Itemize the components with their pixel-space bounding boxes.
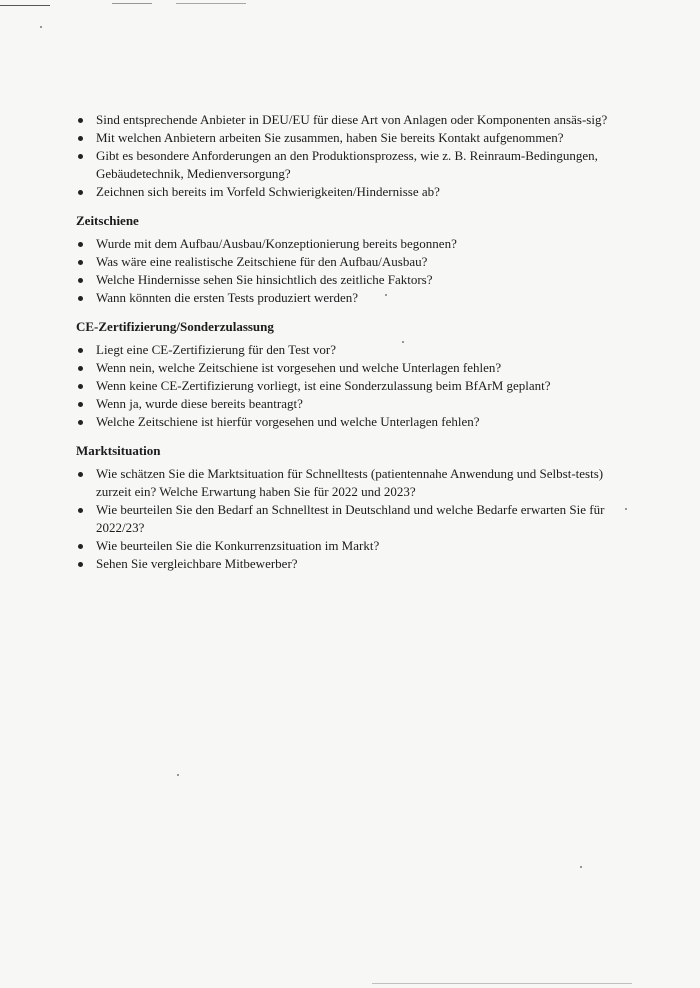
list-item-text: Welche Hindernisse sehen Sie hinsichtlich des zeitliche Faktors? [96, 272, 433, 287]
list-item-text: Wenn keine CE-Zertifizierung vorliegt, ist eine Sonderzulassung beim BfArM geplant? [96, 378, 551, 393]
scan-speck [40, 26, 42, 28]
section-heading-ce: CE-Zertifizierung/Sonderzulassung [76, 319, 274, 334]
list-item-text: Wie schätzen Sie die Marktsituation für Schnelltests (patientennahe Anwendung und Selbst-tests) zurzeit ein? Welche Erwartung haben Sie für 2022 und 2023? [96, 466, 604, 499]
list-item [76, 537, 616, 555]
scan-speck [580, 866, 582, 868]
bullet-icon [78, 118, 83, 123]
scan-speck [625, 508, 627, 510]
scan-mark [0, 5, 50, 6]
bullet-icon [78, 420, 83, 425]
bullet-icon [78, 154, 83, 159]
list-item [76, 271, 616, 289]
bullet-icon [78, 190, 83, 195]
bullet-icon [78, 384, 83, 389]
bullet-icon [78, 508, 83, 513]
list-item-text: Gibt es besondere Anforderungen an den Produktionsprozess, wie z. B. Reinraum-Bedingungen, Gebäudetechnik, Medienversorgung? [96, 148, 598, 181]
scan-mark [176, 3, 246, 4]
list-item-text: Wie beurteilen Sie den Bedarf an Schnelltest in Deutschland und welche Bedarfe erwarten Sie für 2022/23? [96, 502, 605, 535]
markt-list [76, 465, 616, 573]
bullet-icon [78, 242, 83, 247]
list-item-text: Wenn nein, welche Zeitschiene ist vorgesehen und welche Unterlagen fehlen? [96, 360, 502, 375]
bullet-icon [78, 472, 83, 477]
bullet-icon [78, 562, 83, 567]
list-item [76, 147, 616, 183]
list-item [76, 341, 616, 359]
list-item [76, 413, 616, 431]
bullet-icon [78, 544, 83, 549]
ce-list [76, 341, 616, 431]
list-item [76, 289, 616, 307]
scan-mark [372, 983, 632, 984]
section-heading-zeitschiene: Zeitschiene [76, 213, 139, 228]
list-item [76, 555, 616, 573]
section-heading-markt: Marktsituation [76, 443, 161, 458]
list-item-text: Liegt eine CE-Zertifizierung für den Test vor? [96, 342, 336, 357]
list-item-text: Sehen Sie vergleichbare Mitbewerber? [96, 556, 298, 571]
list-item-text: Zeichnen sich bereits im Vorfeld Schwierigkeiten/Hindernisse ab? [96, 184, 440, 199]
bullet-icon [78, 402, 83, 407]
bullet-icon [78, 366, 83, 371]
list-item [76, 359, 616, 377]
list-item-text: Wann könnten die ersten Tests produziert werden? [96, 290, 359, 305]
scan-mark [112, 3, 152, 4]
list-item-text: Wie beurteilen Sie die Konkurrenzsituation im Markt? [96, 538, 380, 553]
bullet-icon [78, 348, 83, 353]
intro-list [76, 111, 616, 201]
list-item-text: Was wäre eine realistische Zeitschiene für den Aufbau/Ausbau? [96, 254, 428, 269]
list-item-text: Mit welchen Anbietern arbeiten Sie zusammen, haben Sie bereits Kontakt aufgenommen? [96, 130, 564, 145]
zeitschiene-list [76, 235, 616, 307]
bullet-icon [78, 278, 83, 283]
list-item-text: Wenn ja, wurde diese bereits beantragt? [96, 396, 303, 411]
list-item [76, 501, 616, 537]
list-item [76, 395, 616, 413]
list-item [76, 377, 616, 395]
list-item-text: Wurde mit dem Aufbau/Ausbau/Konzeptionierung bereits begonnen? [96, 236, 457, 251]
list-item [76, 129, 616, 147]
bullet-icon [78, 260, 83, 265]
list-item [76, 235, 616, 253]
list-item [76, 465, 616, 501]
bullet-icon [78, 136, 83, 141]
list-item [76, 183, 616, 201]
list-item-text: Welche Zeitschiene ist hierfür vorgesehen und welche Unterlagen fehlen? [96, 414, 480, 429]
list-item [76, 111, 616, 129]
bullet-icon [78, 296, 83, 301]
document-body [76, 111, 616, 573]
scan-speck [177, 774, 179, 776]
list-item [76, 253, 616, 271]
list-item-text: Sind entsprechende Anbieter in DEU/EU für diese Art von Anlagen oder Komponenten ansäs-sig? [96, 112, 608, 127]
